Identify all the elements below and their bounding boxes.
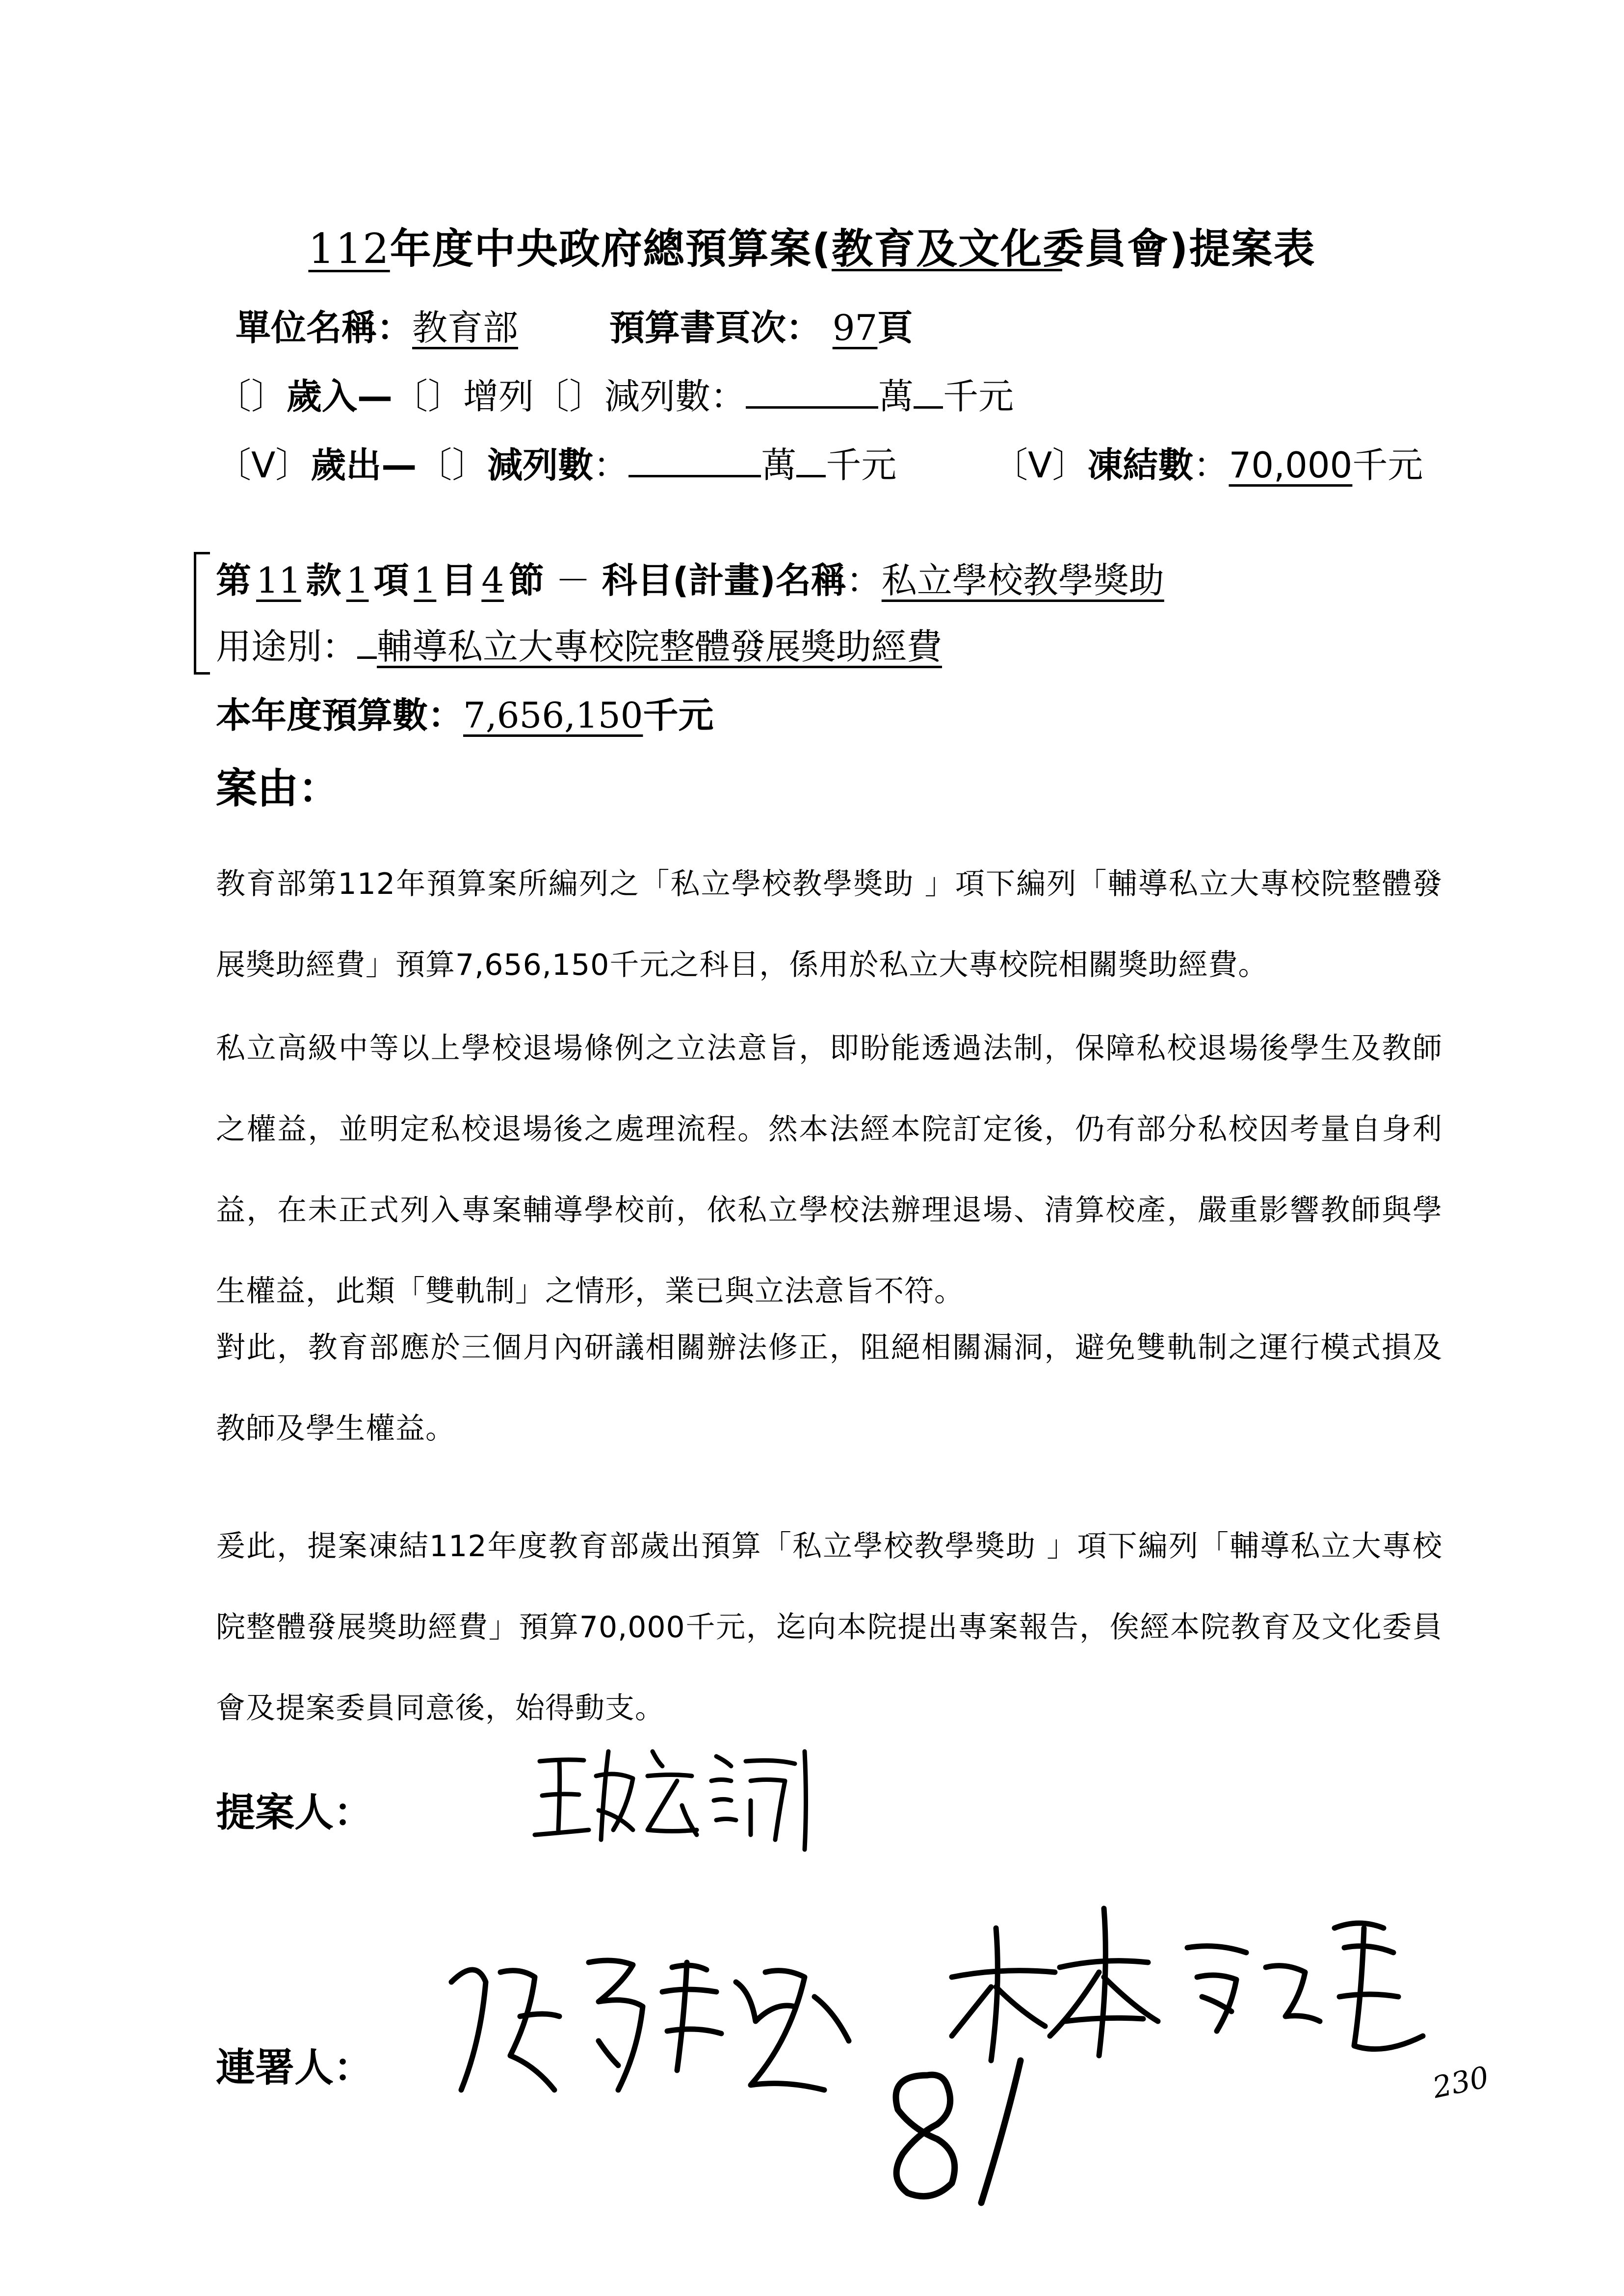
revenue-qian: 千元	[943, 376, 1014, 417]
expense-qian: 千元	[826, 444, 897, 486]
subject-p1: 第	[216, 560, 252, 601]
revenue-decrease: 〔〕減列數：	[534, 376, 746, 417]
expense-dec-colon: ：	[593, 444, 629, 486]
subject-p6: 科目(計畫)名稱	[602, 560, 846, 601]
expense-dec-label: 減列數	[487, 444, 594, 486]
expense-dec-check: 〔〕	[417, 444, 488, 486]
page-suffix: 頁	[877, 307, 913, 348]
budget-value: 7,656,150	[463, 695, 643, 736]
expense-qian-blank	[796, 445, 826, 477]
subject-p4: 目	[441, 560, 477, 601]
subject-bracket	[194, 552, 210, 675]
revenue-qian-blank	[914, 377, 943, 409]
freeze-check: 〔V〕	[993, 444, 1088, 486]
subject-xiang: 1	[346, 560, 369, 601]
reason-paragraph-4: 爰此，提案凍結112年度教育部歲出預算「私立學校教學獎助 」項下編列「輔導私立大專校院整體發展獎助經費」預算70,000千元，迄向本院提出專案報告，俟經本院教育及文化委員會及提案委員同意後，始得動支。	[216, 1529, 1442, 1725]
handwritten-number	[873, 2056, 1050, 2213]
purpose-label: 用途別：	[216, 626, 358, 667]
unit-label: 單位名稱：	[236, 307, 413, 348]
proposer-signature	[530, 1732, 824, 1859]
subject-colon: ：	[846, 560, 882, 601]
subject-p5: 節	[509, 560, 545, 601]
reason-label: 案由：	[216, 764, 340, 812]
subject-p2: 款	[306, 560, 341, 601]
freeze-value: 70,000	[1229, 444, 1353, 486]
revenue-label: 歲入—	[287, 376, 393, 417]
subject-jie: 4	[481, 560, 504, 601]
revenue-increase: 〔〕增列	[393, 376, 534, 417]
page-mark: 230	[1429, 2060, 1492, 2106]
unit-row	[236, 299, 913, 350]
expense-check: 〔V〕	[216, 444, 311, 486]
proposer-label: 提案人：	[216, 1790, 373, 1835]
expense-wan-blank	[629, 445, 761, 477]
unit-value: 教育部	[412, 307, 519, 348]
reason-paragraph-3: 對此，教育部應於三個月內研議相關辦法修正，阻絕相關漏洞，避免雙軌制之運行模式損及教師及學生權益。	[216, 1331, 1442, 1446]
expense-label: 歲出—	[311, 444, 417, 486]
subject-name: 私立學校教學獎助	[881, 560, 1164, 601]
freeze-unit: 千元	[1352, 444, 1423, 486]
title-text: 年度中央政府總預算案(教育及文化委員會)提案表	[390, 225, 1316, 273]
subject-row	[216, 552, 1164, 603]
purpose-row	[216, 618, 942, 669]
title-year: 112	[308, 225, 390, 273]
cosigner-signature-1	[432, 1943, 873, 2114]
revenue-wan: 萬	[878, 376, 914, 417]
subject-kuan: 11	[256, 560, 301, 601]
freeze-colon: ：	[1193, 444, 1229, 486]
page-label: 預算書頁次：	[609, 307, 821, 348]
page-value: 97	[832, 307, 878, 348]
revenue-check: 〔〕	[216, 376, 287, 417]
subject-mu: 1	[414, 560, 437, 601]
expense-wan: 萬	[761, 444, 797, 486]
purpose-value: 輔導私立大專校院整體發展獎助經費	[377, 626, 943, 667]
budget-row	[216, 687, 713, 738]
budget-unit: 千元	[643, 695, 714, 736]
revenue-wan-blank	[746, 377, 878, 409]
title-underline	[832, 269, 1062, 271]
reason-paragraph-1: 教育部第112年預算案所編列之「私立學校教學獎助 」項下編列「輔導私立大專校院整體發展獎助經費」預算7,656,150千元之科目，係用於私立大專校院相關獎助經費。	[216, 867, 1442, 982]
revenue-row	[216, 368, 1014, 419]
subject-dash: －	[544, 560, 602, 601]
subject-p3: 項	[373, 560, 409, 601]
reason-paragraph-2: 私立高級中等以上學校退場條例之立法意旨，即盼能透過法制，保障私校退場後學生及教師之權益，並明定私校退場後之處理流程。然本法經本院訂定後，仍有部分私校因考量自身利益，在未正式列入專案輔導學校前，依私立學校法辦理退場、清算校產，嚴重影響教師與學生權益，此類「雙軌制」之情形，業已與立法意旨不符。	[216, 1031, 1442, 1308]
freeze-label: 凍結數	[1087, 444, 1194, 486]
expense-row	[216, 437, 1423, 488]
page-title	[0, 216, 1624, 275]
budget-label: 本年度預算數：	[216, 695, 464, 736]
cosigner-label: 連署人：	[216, 2045, 373, 2090]
